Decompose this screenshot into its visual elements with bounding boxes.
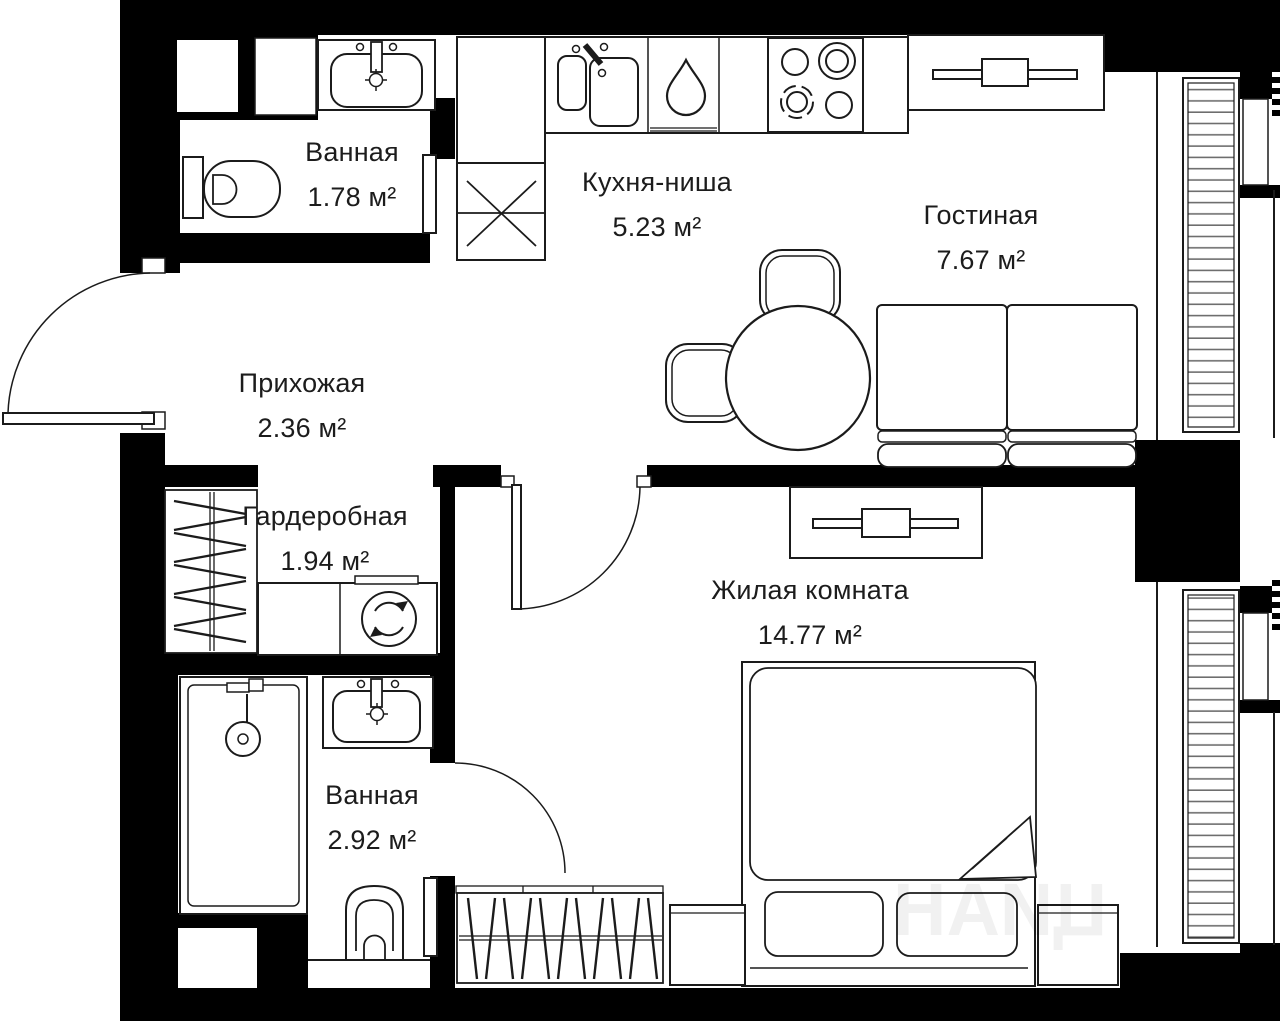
wall-bedroom-top: [647, 465, 1157, 487]
room-name: Гостиная: [923, 200, 1039, 230]
bathroom1-door-leaf: [423, 155, 436, 233]
room-area: 7.67 м²: [936, 245, 1026, 275]
kitchen-faucet-dot-3: [599, 70, 606, 77]
room-label-wardrobe: [242, 494, 408, 584]
window-band-living-rungs: [1188, 83, 1234, 427]
room-area: 2.92 м²: [327, 825, 417, 855]
wall-bar-middle: [1240, 700, 1280, 713]
wall-bathroom1-bottom: [177, 233, 430, 263]
jamb-bedroom-door-right: [637, 476, 651, 487]
wall-bathroom2-left: [120, 655, 178, 1021]
sofa-back-strip-right: [1008, 431, 1136, 442]
facade-hatch-middle: [1272, 580, 1280, 630]
room-name: Кухня-ниша: [582, 167, 732, 197]
wall-pier-top: [1240, 72, 1272, 99]
window-band-bedroom-rungs: [1188, 595, 1234, 938]
wall-left-lower: [120, 433, 165, 655]
wall-wardrobe-top-right: [433, 465, 501, 487]
wall-wardrobe-top-left: [165, 465, 258, 487]
sofa-back-right: [1008, 444, 1136, 467]
room-area: 1.78 м²: [307, 182, 397, 212]
toilet1-inner: [213, 175, 237, 204]
bathroom2-door-leaf: [424, 878, 437, 956]
watermark-text: ЦИАН: [892, 868, 1108, 951]
niche-top-left: [177, 40, 238, 112]
bath2-faucet-dot-right: [392, 681, 399, 688]
burner-3-inner: [787, 92, 807, 112]
wall-wardrobe-right: [440, 487, 455, 653]
kitchen-sink-large: [590, 58, 638, 126]
bath2-faucet-dot-left: [358, 681, 365, 688]
wall-under-bathtub: [178, 913, 308, 928]
pillow-left: [765, 892, 883, 956]
bed-mattress: [750, 668, 1036, 880]
room-name: Ванная: [325, 780, 419, 810]
room-area: 1.94 м²: [280, 546, 370, 576]
burner-1: [782, 49, 808, 75]
bathroom2-door-arc: [455, 763, 565, 873]
jamb-entrance-top: [142, 258, 165, 273]
bedroom-door-arc: [516, 487, 640, 609]
tv-living-base: [982, 59, 1028, 86]
bath1-faucet-dot-left: [357, 44, 364, 51]
dining-table: [726, 306, 870, 450]
window-return-middle: [1243, 613, 1268, 700]
washing-machine-drum: [362, 592, 416, 646]
wall-window-bottom-connector: [1240, 943, 1280, 1021]
room-name: Прихожая: [238, 368, 366, 398]
wall-left-upper: [120, 35, 180, 273]
door-jambs: [142, 258, 651, 487]
bed-wardrobe-ledge: [456, 886, 663, 893]
toilet2-bowl: [346, 886, 403, 959]
entrance-door-arc: [8, 273, 150, 413]
kitchen-faucet-dot-1: [573, 46, 580, 53]
room-label-bathroom-1: [305, 130, 399, 220]
shower-mixer: [227, 683, 249, 692]
fridge-niche-box: [457, 163, 545, 260]
entrance-door-leaf: [3, 413, 154, 424]
window-return-top: [1243, 99, 1268, 185]
burner-4: [826, 92, 852, 118]
room-name: Гардеробная: [242, 501, 408, 531]
bath1-faucet: [371, 42, 382, 72]
room-label-bathroom-2: [325, 773, 419, 863]
bedroom-door-leaf: [512, 485, 521, 609]
room-label-hallway: [239, 361, 366, 451]
kitchen-cabinets: [457, 37, 545, 260]
kitchen-sink-small: [558, 56, 586, 110]
toilet1-tank: [183, 157, 203, 218]
nightstand-left: [670, 905, 745, 985]
room-label-kitchen: [582, 160, 732, 250]
tall-cabinet: [457, 37, 545, 163]
room-label-living: [924, 193, 1039, 283]
tv-bedroom-base: [862, 509, 910, 537]
kitchen-faucet-dot-2: [601, 44, 608, 51]
bath1-faucet-dot-right: [390, 44, 397, 51]
kitchen-fixtures: [545, 37, 908, 133]
bath2-faucet: [371, 679, 382, 707]
sofa-back-strip-left: [878, 431, 1006, 442]
shower-head-center: [238, 734, 248, 744]
niche-top-left-2: [255, 38, 316, 115]
room-label-bedroom: [711, 568, 909, 658]
room-area: 5.23 м²: [612, 212, 702, 242]
wall-bottom: [120, 988, 1130, 1021]
bathtub-inner: [188, 685, 299, 906]
wall-right-middle-block: [1135, 440, 1240, 582]
shower-knob: [249, 679, 263, 691]
sofa-back-left: [878, 444, 1006, 467]
burner-2-inner: [826, 50, 848, 72]
room-area: 14.77 м²: [757, 620, 863, 650]
sofa-cushion-left: [877, 305, 1007, 430]
wall-niche-block: [257, 928, 308, 988]
room-name: Жилая комната: [711, 575, 909, 605]
room-name: Ванная: [305, 137, 399, 167]
room-area: 2.36 м²: [257, 413, 347, 443]
sofa-cushion-right: [1007, 305, 1137, 430]
facade-hatch-top: [1272, 66, 1280, 116]
wall-pier-middle: [1240, 586, 1272, 613]
